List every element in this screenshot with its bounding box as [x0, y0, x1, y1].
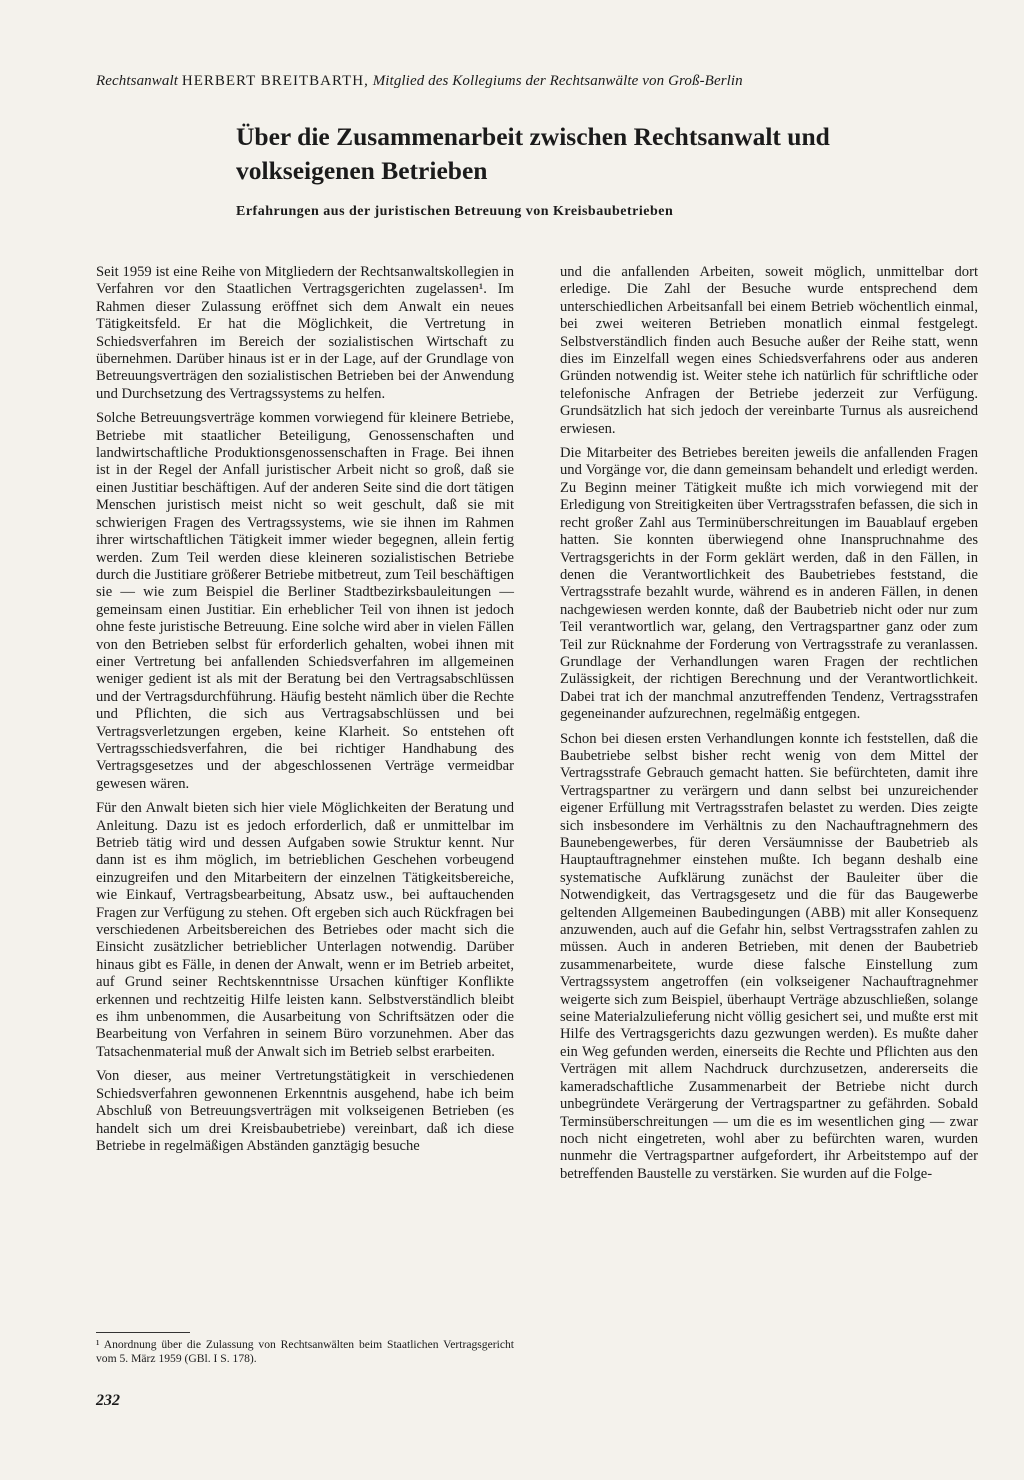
article-subtitle: Erfahrungen aus der juristischen Betreuung von Kreisbaubetrieben — [236, 204, 674, 219]
paragraph: und die anfallenden Arbeiten, soweit möglich, unmittelbar dort erledige. Die Zahl der Besuche wurde entsprechend dem unterschiedlichen Arbeitsanfall bei einem Betrieb wöchentlich einmal, bei zwei weiteren Betrieben monatlich einmal festgelegt. Selbstverständlich finden auch Besuche außer der Reihe statt, wenn dies im Einzelfall wegen eines Schiedsverfahrens oder aus anderen Gründen notwendig ist. Weiter stehe ich natürlich für schriftliche oder telefonische Anfragen der Betriebe jederzeit zur Verfügung. Grundsätzlich hat sich jedoch der vereinbarte Turnus als ausreichend erwiesen. — [560, 264, 978, 437]
author-line — [96, 73, 926, 90]
paragraph: Die Mitarbeiter des Betriebes bereiten jeweils die anfallenden Fragen und Vorgänge vor, die dann gemeinsam behandelt und erledigt werden. Zu Beginn meiner Tätigkeit mußte ich mich vorwiegend mit der Erledigung von Streitigkeiten über Vertragsstrafen befassen, die sich in recht großer Zahl aus Terminüberschreitungen im Bauablauf ergeben hatten. Sie konnten überwiegend ohne Inanspruchnahme des Vertragsgerichts in der Form geklärt werden, daß in den Fällen, in denen die Verantwortlichkeit des Baubetriebes feststand, die Vertragsstrafe bezahlt wurde, während es in anderen Fällen, in denen nachgewiesen werden konnte, daß der Baubetrieb nicht oder nur zum Teil verantwortlich war, gelang, den Vertragspartner ganz oder zum Teil zur Rücknahme der Forderung von Vertragsstrafe zu veranlassen. Grundlage der Verhandlungen waren Fragen der rechtlichen Zulässigkeit, der richtigen Berechnung und der Verantwortlichkeit. Dabei trat ich der manchmal anzutreffenden Tendenz, Vertragsstrafen gegeneinander aufzurechnen, regelmäßig entgegen. — [560, 445, 978, 723]
footnote-rule — [96, 1332, 190, 1333]
page-number: 232 — [96, 1392, 120, 1409]
right-column — [560, 264, 978, 1190]
paragraph: Seit 1959 ist eine Reihe von Mitgliedern der Rechtsanwaltskollegien in Verfahren vor den Staatlichen Vertragsgerichten zugelassen¹. Im Rahmen dieser Zulassung eröffnet sich dem Anwalt ein neues Tätigkeitsfeld. Er hat die Möglichkeit, die Vertretung in Schiedsverfahren im Bereich der sozialistischen Wirtschaft zu übernehmen. Darüber hinaus ist er in der Lage, auf der Grundlage von Betreuungsverträgen den sozialistischen Betrieben bei der Anwendung und Durchsetzung des Vertragssystems zu helfen. — [96, 264, 514, 402]
author-prefix: Rechtsanwalt — [96, 73, 179, 89]
footnote: ¹ Anordnung über die Zulassung von Rechtsanwälten beim Staatlichen Vertragsgericht vom 5. März 1959 (GBl. I S. 178). — [96, 1338, 514, 1365]
article-title: Über die Zusammenarbeit zwischen Rechtsanwalt und volkseigenen Betrieben — [236, 122, 830, 185]
author-affiliation: Mitglied des Kollegiums der Rechtsanwälte von Groß-Berlin — [372, 73, 743, 89]
paragraph: Solche Betreuungsverträge kommen vorwiegend für kleinere Betriebe, Betriebe mit staatlicher Beteiligung, Genossenschaften und landwirtschaftliche Produktionsgenossenschaften in Frage. Bei ihnen ist in der Regel der Anfall juristischer Arbeit nicht so groß, daß sie einen Justitiar beschäftigen. Auf der anderen Seite sind die dort tätigen Menschen juristisch meist nicht so weit geschult, daß sie mit schwierigen Fragen des Vertragssystems, wie sie ihnen im Rahmen ihrer wirtschaftlichen Tätigkeit immer wieder begegnen, allein fertig werden. Zum Teil werden diese kleineren sozialistischen Betriebe durch die Justitiare größerer Betriebe mitbetreut, zum Teil beschäftigen sie — wie zum Beispiel die Berliner Stadtbezirksbauleitungen — gemeinsam einen Justitiar. Ein erheblicher Teil von ihnen ist jedoch ohne feste juristische Betreuung. Eine solche wird aber in vielen Fällen von den Betrieben selbst für erforderlich gehalten, wobei ihnen mit einer Vertretung bei anfallenden Schiedsverfahren im allgemeinen weniger gedient ist als mit der Beratung bei den Vertragsabschlüssen und der Vertragsdurchführung. Häufig besteht nämlich über die Rechte und Pflichten, die sich aus Vertragsabschlüssen und bei Vertragsverletzungen ergeben, keine Klarheit. So entstehen oft Vertragsschiedsverfahren, die bei richtiger Handhabung des Vertragsgesetzes und der abgeschlossenen Verträge vermeidbar gewesen wären. — [96, 410, 514, 792]
left-column — [96, 264, 514, 1162]
paragraph: Für den Anwalt bieten sich hier viele Möglichkeiten der Beratung und Anleitung. Dazu ist es jedoch erforderlich, daß er unmittelbar im Betrieb tätig wird und dessen Aufgaben sowie Struktur kennt. Nur dann ist es ihm möglich, im betrieblichen Geschehen vorbeugend einzugreifen und den Mitarbeitern der einzelnen Tätigkeitsbereiche, wie Einkauf, Vertragsbearbeitung, Absatz usw., bei auftauchenden Fragen zur Verfügung zu stehen. Oft ergeben sich auch Rückfragen bei verschiedenen Arbeitsbereichen des Betriebes oder macht sich die Einsicht zusätzlicher betrieblicher Unterlagen notwendig. Darüber hinaus gibt es Fälle, in denen der Anwalt, wenn er im Betrieb arbeitet, auf Grund seiner Rechtskenntnisse Ursachen künftiger Konflikte erkennen und rechtzeitig Hilfe leisten kann. Selbstverständlich bleibt es ihm unbenommen, die Ausarbeitung von Schriftsätzen oder die Bearbeitung von Verfahren in seinem Büro vorzunehmen. Aber das Tatsachenmaterial muß der Anwalt sich im Betrieb selbst erarbeiten. — [96, 800, 514, 1060]
paragraph: Von dieser, aus meiner Vertretungstätigkeit in verschiedenen Schiedsverfahren gewonnenen Erkenntnis ausgehend, habe ich beim Abschluß von Betreuungsverträgen mit volkseigenen Betrieben (es handelt sich um drei Kreisbaubetriebe) vereinbart, daß ich diese Betriebe in regelmäßigen Abständen ganztägig besuche — [96, 1068, 514, 1154]
paragraph: Schon bei diesen ersten Verhandlungen konnte ich feststellen, daß die Baubetriebe selbst bisher recht wenig von dem Mittel der Vertragsstrafe Gebrauch gemacht hatten. Sie befürchteten, damit ihre Vertragspartner zu verärgern und dann selbst bei unzureichender eigener Erfüllung mit Vertragsstrafen belastet zu werden. Dies zeigte sich insbesondere im Verhältnis zu den Nachauftragnehmern des Baunebengewerbes, für deren Versäumnisse der Baubetrieb als Hauptauftragnehmer einstehen mußte. Ich begann deshalb eine systematische Aufklärung zunächst der Bauleiter über die Notwendigkeit, das Vertragsgesetz und die für das Baugewerbe geltenden Allgemeinen Baubedingungen (ABB) mit aller Konsequenz anzuwenden, auch auf die Gefahr hin, selbst Vertragsstrafen zahlen zu müssen. Auch in anderen Betrieben, mit denen der Baubetrieb zusammenarbeitete, wurde diese falsche Einstellung zum Vertragssystem angetroffen (ein volkseigener Nachauftragnehmer weigerte sich zum Beispiel, überhaupt Verträge abzuschließen, solange seine Materialzulieferung nicht völlig gesichert sei, und mußte erst mit Hilfe des Vertragsgerichts dazu gezwungen werden). Es mußte daher ein Weg gefunden werden, einerseits die Rechte und Pflichten aus den Verträgen mit allem Nachdruck durchzusetzen, andererseits die kameradschaftliche Zusammenarbeit der Betriebe nicht durch unbegründete Verärgerung der Vertragspartner zu gefährden. Sobald Terminsüberschreitungen — um die es im wesentlichen ging — zwar noch nicht eingetreten, wohl aber zu befürchten waren, wurden nunmehr die Vertragspartner aufgefordert, ihr Arbeitstempo auf der betreffenden Baustelle zu verstärken. Sie wurden auf die Folge- — [560, 730, 978, 1182]
author-name: HERBERT BREITBARTH, — [181, 73, 369, 89]
